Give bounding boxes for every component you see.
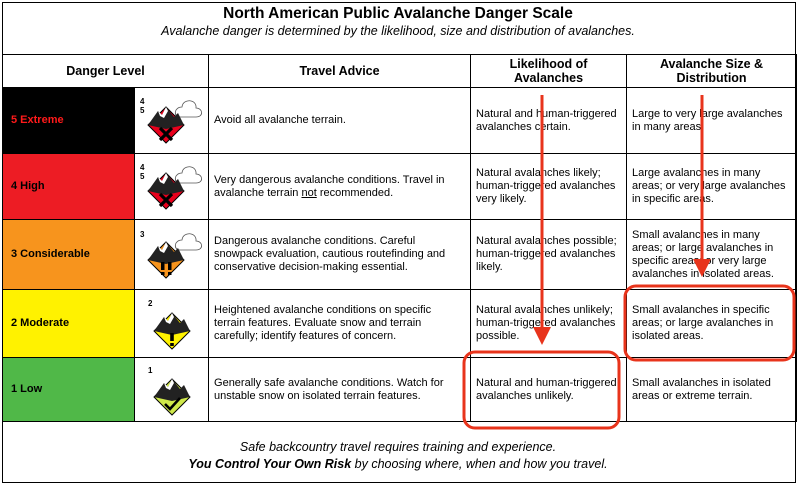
table-row-moderate [3,290,797,358]
travel-advice-cell [209,154,471,220]
column-header-likelihood: Likelihood of Avalanches [471,55,627,88]
table-header-row [3,55,797,88]
column-header-danger-level: Danger Level [3,55,209,88]
size-distribution-cell: Small avalanches in isolated areas or extreme terrain. [627,358,797,422]
likelihood-cell: Natural and human-triggered avalanches unlikely. [471,358,627,422]
size-distribution-cell: Small avalanches in specific areas; or large avalanches in isolated areas. [627,290,797,358]
table-row-considerable [3,220,797,290]
danger-level-label: 4 High [3,154,135,220]
danger-icon-number: 3 [139,229,144,239]
column-header-size-distribution: Avalanche Size & Distribution [627,55,797,88]
footer-risk-note [0,457,796,471]
low-checkmark-diamond-icon [135,358,209,422]
danger-level-label: 2 Moderate [3,290,135,358]
footer-risk-text: by choosing where, when and how you travel. [351,457,608,471]
likelihood-cell: Natural avalanches likely; human-triggered avalanches very likely. [471,154,627,220]
likelihood-cell: Natural avalanches unlikely; human-triggered avalanches possible. [471,290,627,358]
danger-icon-number-bottom: 5 [139,105,144,115]
travel-advice-text: Very dangerous avalanche conditions. Travel in avalanche terrain [214,173,445,199]
considerable-double-exclamation-diamond-icon [135,220,209,290]
danger-icon-number-bottom: 5 [139,171,144,181]
page-subtitle: Avalanche danger is determined by the likelihood, size and distribution of avalanches. [161,24,635,38]
travel-advice-cell: Dangerous avalanche conditions. Careful snowpack evaluation, cautious routefinding and conservative decision-making essential. [209,220,471,290]
danger-icon-number-top: 4 [139,96,144,106]
table-row-low [3,358,797,422]
table-row-extreme [3,88,797,154]
high-x-diamond-icon [135,154,209,220]
danger-level-label: 1 Low [3,358,135,422]
moderate-exclamation-diamond-icon [135,290,209,358]
travel-advice-text-end: recommended. [316,186,394,199]
extreme-x-diamond-icon [135,88,209,154]
size-distribution-cell: Large to very large avalanches in many areas. [627,88,797,154]
danger-level-label: 5 Extreme [3,88,135,154]
size-distribution-cell: Small avalanches in many areas; or large avalanches in specific areas; or very large avalanches in isolated areas. [627,220,797,290]
footer-training-note: Safe backcountry travel requires training and experience. [239,440,557,454]
travel-advice-cell: Avoid all avalanche terrain. [209,88,471,154]
size-distribution-cell: Large avalanches in many areas; or very large avalanches in specific areas. [627,154,797,220]
travel-advice-cell: Generally safe avalanche conditions. Watch for unstable snow on isolated terrain features. [209,358,471,422]
likelihood-cell: Natural and human-triggered avalanches certain. [471,88,627,154]
danger-icon-number: 1 [147,365,152,375]
likelihood-cell: Natural avalanches possible; human-triggered avalanches likely. [471,220,627,290]
travel-advice-cell: Heightened avalanche conditions on specific terrain features. Evaluate snow and terrain carefully; identify features of concern. [209,290,471,358]
travel-advice-underlined-word: not [301,186,317,199]
danger-icon-number: 2 [147,298,152,308]
danger-icon-number-top: 4 [139,162,144,172]
danger-scale-table [2,54,797,422]
column-header-travel-advice: Travel Advice [209,55,471,88]
page-title: North American Public Avalanche Danger Scale [223,5,573,22]
table-row-high [3,154,797,220]
danger-level-label: 3 Considerable [3,220,135,290]
footer-risk-emphasis: You Control Your Own Risk [188,457,352,471]
